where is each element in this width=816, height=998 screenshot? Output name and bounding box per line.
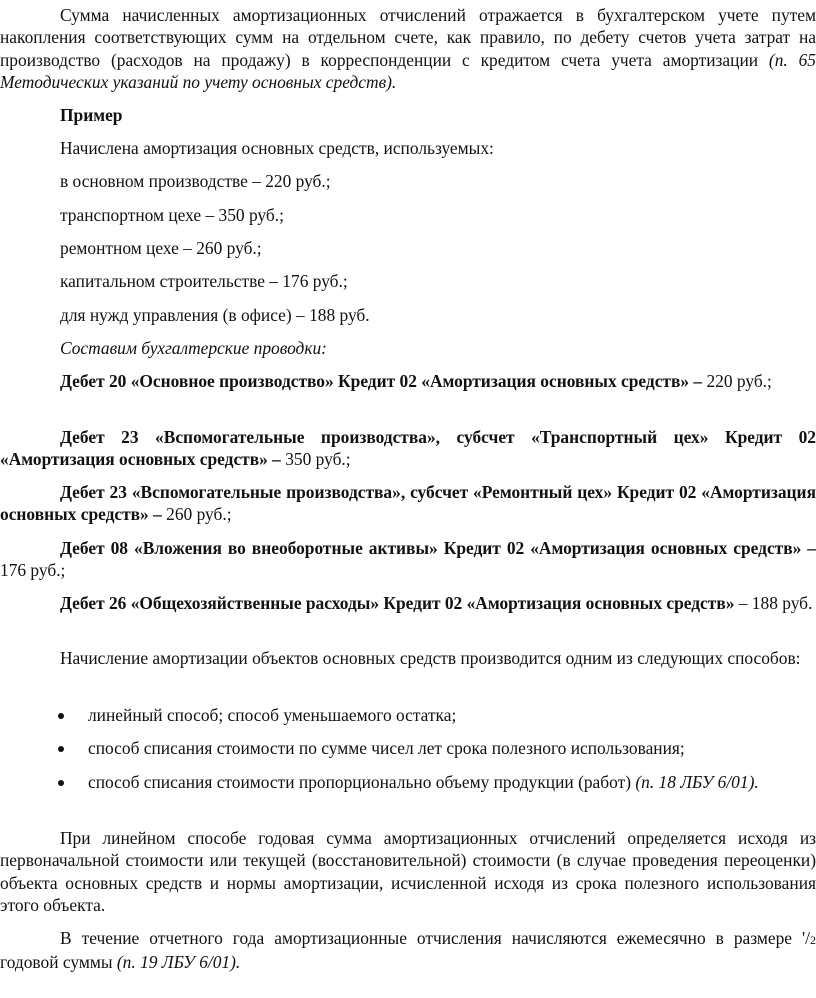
accounting-entry [0, 537, 816, 582]
monthly-paragraph [0, 927, 816, 974]
bullet-icon [58, 713, 64, 719]
intro-paragraph-text: Сумма начисленных амортизационных отчислений отражается в бухгалтерском учете путем накопления соответствующих сумм на отдельном счете, как правило, по дебету счетов учета затрат на производство (расходов на продажу) в корреспонденции с кредитом счета учета амортизации [0, 5, 816, 70]
entry-accounts: Дебет 23 «Вспомогательные производства», субсчет «Ремонтный цех» Кредит 02 «Амортизация основных средств» – [0, 482, 816, 525]
entry-accounts: Дебет 23 «Вспомогательные производства», субсчет «Транспортный цех» Кредит 02 «Амортизация основных средств» – [0, 427, 816, 470]
monthly-fraction-denominator: 2 [810, 933, 816, 947]
entry-accounts: Дебет 08 «Вложения во внеоборотные активы» Кредит 02 «Амортизация основных средств» – [60, 538, 816, 558]
example-item: ремонтном цехе – 260 руб.; [60, 238, 262, 258]
entry-amount: 220 руб.; [702, 371, 772, 391]
intro-paragraph [0, 4, 816, 94]
intro-paragraph-reference: (п. 65 Методических указаний по учету основных средств). [0, 49, 816, 93]
linear-method-paragraph: При линейном способе годовая сумма амортизационных отчислений определяется исходя из первоначальной стоимости или текущей (восстановительной) стоимости (в случае проведения переоценки) объекта основных средств и нормы амортизации, исчисленной исходя из срока полезного использования этого объекта. [0, 828, 816, 916]
example-item: капитальном строительстве – 176 руб.; [60, 271, 348, 291]
example-heading: Пример [60, 105, 123, 125]
monthly-fraction-numerator: '/ [802, 928, 810, 948]
example-item: для нужд управления (в офисе) – 188 руб. [60, 305, 370, 325]
method-text: способ списания стоимости пропорционально объему продукции (работ) [88, 772, 631, 792]
method-text: линейный способ; способ уменьшаемого остатка; [88, 705, 457, 725]
entries-intro: Составим бухгалтерские проводки: [60, 338, 327, 358]
accounting-entry [0, 426, 816, 471]
accounting-entry [0, 370, 816, 392]
accounting-entry [0, 592, 816, 614]
accounting-entry [0, 481, 816, 526]
entry-amount: – 188 руб. [734, 593, 813, 613]
example-item: в основном производстве – 220 руб.; [60, 171, 331, 191]
methods-intro: Начисление амортизации объектов основных средств производится одним из следующих способов: [60, 648, 801, 668]
entry-amount: 260 руб.; [161, 504, 232, 525]
example-item: транспортном цехе – 350 руб.; [60, 205, 284, 225]
entry-accounts: Дебет 26 «Общехозяйственные расходы» Кредит 02 «Амортизация основных средств» [60, 593, 735, 613]
bullet-icon [58, 746, 64, 752]
entry-accounts: Дебет 20 «Основное производство» Кредит 02 «Амортизация основных средств» – [60, 371, 703, 391]
method-reference: (п. 18 ЛБУ 6/01). [635, 772, 759, 792]
monthly-text-before: В течение отчетного года амортизационные отчисления начисляются ежемесячно в размере [60, 928, 793, 948]
method-text: способ списания стоимости по сумме чисел лет срока полезного использования; [88, 738, 685, 758]
entry-amount: 350 руб.; [280, 449, 351, 470]
bullet-icon [58, 780, 64, 786]
monthly-reference: (п. 19 ЛБУ 6/01). [116, 952, 241, 973]
method-text-container [88, 771, 816, 793]
monthly-text-after: годовой суммы [0, 952, 113, 973]
entry-amount: 176 руб.; [0, 560, 66, 581]
example-intro: Начислена амортизация основных средств, используемых: [60, 138, 494, 158]
